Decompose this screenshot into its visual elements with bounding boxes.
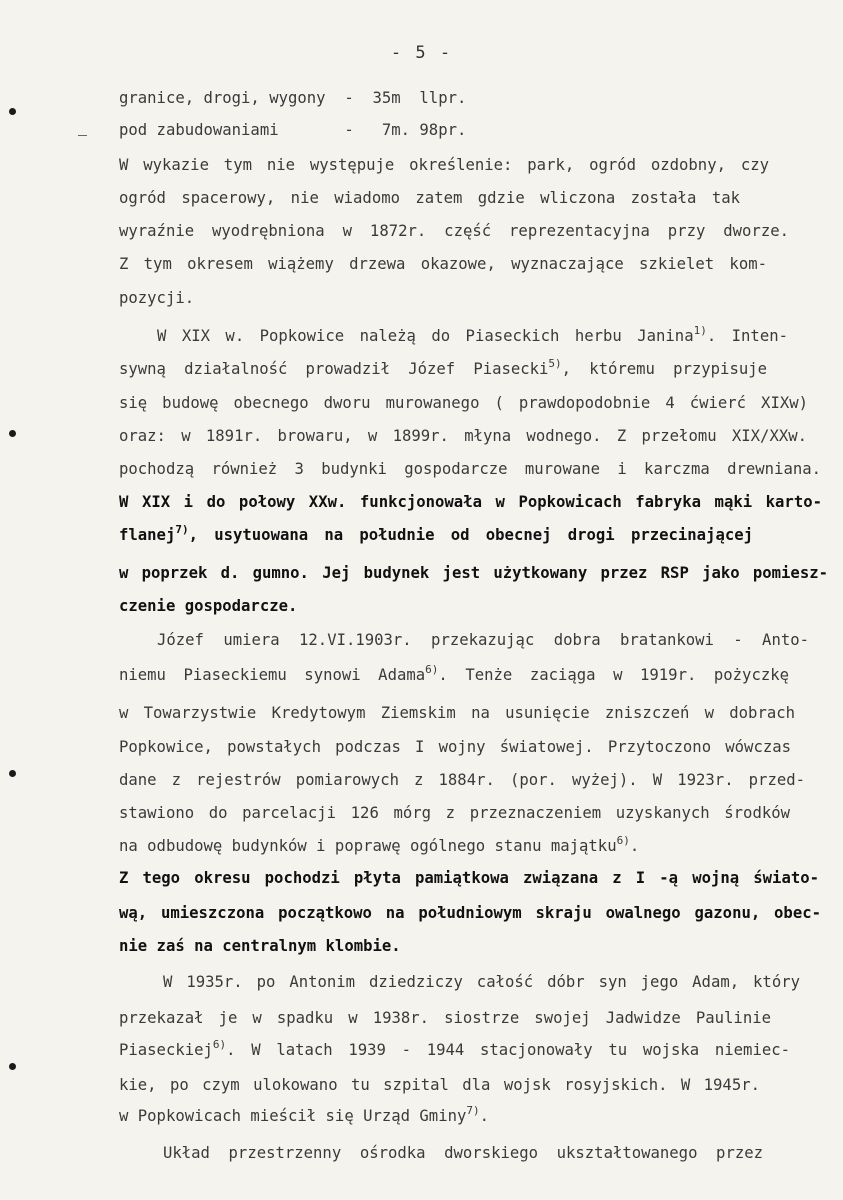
text-line: sywną działalność prowadził Józef Piasecki$^{5)}$, któremu przypisuje [119,357,767,378]
text-line: czenie gospodarcze. [119,597,298,615]
text-line: granice, drogi, wygony - 35m llpr. [119,89,467,107]
text-line: W 1935r. po Antonim dziedziczy całość dóbr syn jego Adam, który [163,973,800,991]
margin-dash-mark [78,135,87,136]
text-line: pozycji. [119,289,195,307]
footnote-ref: 5) [548,357,562,370]
text-line: oraz: w 1891r. browaru, w 1899r. młyna wodnego. Z przełomu XIX/XXw. [119,427,807,445]
page-number: - 5 - [390,43,453,63]
text-line: Józef umiera 12.VI.1903r. przekazując dobra bratankowi - Anto- [157,631,809,649]
footnote-ref: 1) [693,324,707,337]
text-line: W XIX i do połowy XXw. funkcjonowała w Popkowicach fabryka mąki karto- [119,493,822,511]
text-line: w poprzek d. gumno. Jej budynek jest użytkowany przez RSP jako pomiesz- [119,564,828,582]
text-line: kie, po czym ulokowano tu szpital dla wojsk rosyjskich. W 1945r. [119,1076,760,1094]
text-line: wą, umieszczona początkowo na południowym skraju owalnego gazonu, obec- [119,904,821,922]
punch-hole-mark [9,430,16,437]
text-line: Popkowice, powstałych podczas I wojny światowej. Przytoczono wówczas [119,738,791,756]
text-line: na odbudowę budynków i poprawę ogólnego stanu majątku$^{6)}$. [119,834,640,855]
text-line: Piaseckiej$^{6)}$. W latach 1939 - 1944 stacjonowały tu wojska niemiec- [119,1038,790,1059]
footnote-ref: 6) [212,1038,227,1051]
footnote-ref: 6) [425,663,439,676]
text-line: Z tym okresem wiążemy drzewa okazowe, wyznaczające szkielet kom- [119,255,767,273]
text-line: pochodzą również 3 budynki gospodarcze murowane i karczma drewniana. [119,460,821,478]
footnote-ref: 7) [175,523,189,536]
text-line: W wykazie tym nie występuje określenie: park, ogród ozdobny, czy [119,156,769,174]
footnote-ref: 7) [466,1104,480,1117]
punch-hole-mark [9,1063,16,1070]
text-line: nie zaś na centralnym klombie. [119,937,401,955]
text-line: pod zabudowaniami - 7m. 98pr. [119,121,467,139]
punch-hole-mark [9,770,16,777]
text-line: się budowę obecnego dworu murowanego ( prawdopodobnie 4 ćwierć XIXw) [119,394,808,412]
text-line: w Towarzystwie Kredytowym Ziemskim na usunięcie zniszczeń w dobrach [119,704,795,722]
text-line: dane z rejestrów pomiarowych z 1884r. (por. wyżej). W 1923r. przed- [119,771,805,789]
text-line: niemu Piaseckiemu synowi Adama$^{6)}$. Tenże zaciąga w 1919r. pożyczkę [119,663,790,684]
text-line: Z tego okresu pochodzi płyta pamiątkowa związana z I -ą wojną świato- [119,869,819,887]
text-line: flanej$^{7)}$, usytuowana na południe od obecnej drogi przecinającej [119,523,753,544]
text-line: stawiono do parcelacji 126 mórg z przeznaczeniem uzyskanych środków [119,804,790,822]
text-line: wyraźnie wyodrębniona w 1872r. część reprezentacyjna przy dworze. [119,222,789,240]
text-line: w Popkowicach mieścił się Urząd Gminy$^{7)}$. [119,1104,490,1125]
punch-hole-mark [9,108,16,115]
text-line: W XIX w. Popkowice należą do Piaseckich herbu Janina$^{1)}$. Inten- [157,324,788,345]
text-line: przekazał je w spadku w 1938r. siostrze swojej Jadwidze Paulinie [119,1009,771,1027]
text-line: Układ przestrzenny ośrodka dworskiego ukształtowanego przez [163,1144,763,1162]
footnote-ref: 6) [616,834,630,847]
text-line: ogród spacerowy, nie wiadomo zatem gdzie wliczona została tak [119,189,740,207]
